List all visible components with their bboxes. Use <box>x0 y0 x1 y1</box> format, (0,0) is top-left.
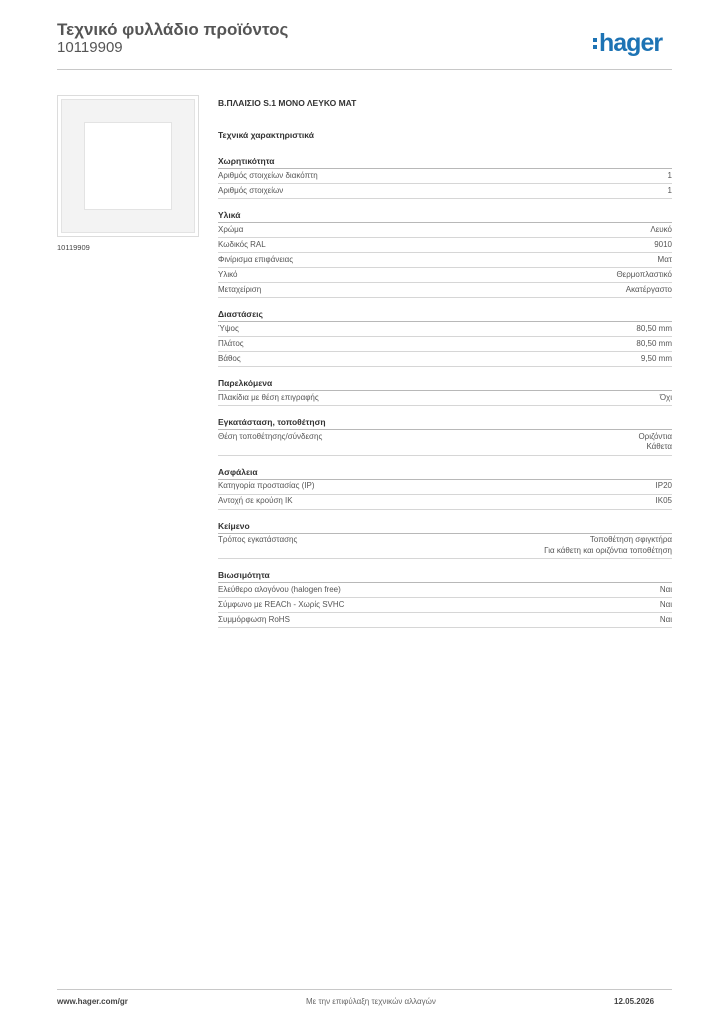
spec-label: Χρώμα <box>218 224 244 234</box>
spec-value: Ναι <box>659 599 672 609</box>
spec-label: Αριθμός στοιχείων <box>218 185 284 195</box>
frame-outer <box>61 99 195 233</box>
spec-value: Οριζόντια Κάθετα <box>638 431 672 451</box>
group-title: Διαστάσεις <box>218 308 672 322</box>
spec-value: 9010 <box>654 239 672 249</box>
spec-label: Βάθος <box>218 353 241 363</box>
spec-group <box>218 155 672 199</box>
frame-inner <box>84 122 172 210</box>
page-title: Τεχνικό φυλλάδιο προϊόντος <box>57 20 289 39</box>
spec-value: IK05 <box>655 496 672 505</box>
group-title: Βιωσιμότητα <box>218 569 672 583</box>
spec-group <box>218 569 672 628</box>
spec-value: 80,50 mm <box>636 323 672 333</box>
spec-group <box>218 466 672 510</box>
group-title: Ασφάλεια <box>218 466 672 480</box>
spec-row <box>218 223 672 238</box>
spec-value: 1 <box>667 185 672 195</box>
spec-label: Συμμόρφωση RoHS <box>218 614 290 624</box>
spec-value: Ναι <box>659 614 672 624</box>
footer-divider <box>57 989 672 990</box>
product-image <box>57 95 199 237</box>
logo-dots-icon <box>593 38 597 49</box>
spec-value: Ματ <box>657 254 672 264</box>
spec-value: Θερμοπλαστικό <box>616 269 672 279</box>
spec-value: IP20 <box>655 481 672 490</box>
spec-label: Κατηγορία προστασίας (IP) <box>218 481 315 490</box>
spec-row <box>218 337 672 352</box>
spec-row <box>218 169 672 184</box>
spec-label: Τρόπος εγκατάστασης <box>218 535 298 544</box>
spec-row <box>218 598 672 613</box>
spec-group <box>218 308 672 367</box>
spec-row <box>218 534 672 560</box>
spec-label: Υλικό <box>218 269 238 279</box>
spec-row <box>218 253 672 268</box>
spec-label: Πλακίδια με θέση επιγραφής <box>218 392 319 402</box>
spec-content <box>218 97 672 638</box>
spec-label: Κωδικός RAL <box>218 239 266 249</box>
spec-label: Πλάτος <box>218 338 244 348</box>
spec-row <box>218 322 672 337</box>
spec-label: Σύμφωνο με REACh - Χωρίς SVHC <box>218 599 345 609</box>
spec-row <box>218 352 672 367</box>
spec-label: Θέση τοποθέτησης/σύνδεσης <box>218 431 323 441</box>
spec-label: Φινίρισμα επιφάνειας <box>218 254 294 264</box>
spec-value: Ακατέργαστο <box>625 284 672 294</box>
footer-date: 12.05.2026 <box>614 997 655 1006</box>
group-title: Εγκατάσταση, τοποθέτηση <box>218 416 672 430</box>
image-caption: 10119909 <box>57 243 90 252</box>
spec-value: 80,50 mm <box>636 338 672 348</box>
spec-label: Ελεύθερο αλογόνου (halogen free) <box>218 584 341 594</box>
spec-group <box>218 520 672 560</box>
spec-group <box>218 209 672 298</box>
spec-row <box>218 283 672 298</box>
spec-row <box>218 480 672 495</box>
spec-heading: Τεχνικά χαρακτηριστικά <box>218 130 314 140</box>
spec-label: Αριθμός στοιχείων διακόπτη <box>218 170 318 180</box>
spec-row <box>218 613 672 628</box>
header-divider <box>57 69 672 70</box>
product-name: Β.ΠΛΑΙΣΙΟ S.1 ΜΟΝΟ ΛΕΥΚΟ ΜΑΤ <box>218 98 357 108</box>
group-title: Κείμενο <box>218 520 672 534</box>
logo-text: hager <box>599 28 663 57</box>
spec-group <box>218 416 672 456</box>
spec-value: 1 <box>667 170 672 180</box>
spec-row <box>218 583 672 598</box>
spec-row <box>218 430 672 456</box>
footer-url[interactable]: www.hager.com/gr <box>57 997 128 1006</box>
spec-row <box>218 495 672 510</box>
spec-value: Ναι <box>659 584 672 594</box>
footer-note: Με την επιφύλαξη τεχνικών αλλαγών <box>306 997 436 1006</box>
spec-label: Μεταχείριση <box>218 284 262 294</box>
spec-value: Λευκό <box>650 224 672 234</box>
spec-value: 9,50 mm <box>640 353 672 363</box>
group-title: Παρελκόμενα <box>218 377 672 391</box>
spec-label: Αντοχή σε κρούση IK <box>218 496 293 505</box>
spec-value: Όχι <box>659 392 672 402</box>
spec-row <box>218 268 672 283</box>
spec-group <box>218 377 672 406</box>
spec-value: Τοποθέτηση σφιγκτήρα Για κάθετη και οριζόντια τοποθέτηση <box>544 535 672 555</box>
group-title: Χωρητικότητα <box>218 155 672 169</box>
spec-row <box>218 238 672 253</box>
hager-logo <box>593 30 662 56</box>
product-code: 10119909 <box>57 39 123 56</box>
spec-row <box>218 391 672 406</box>
spec-label: Ύψος <box>218 323 239 333</box>
group-title: Υλικά <box>218 209 672 223</box>
spec-row <box>218 184 672 199</box>
spec-groups <box>218 155 672 628</box>
